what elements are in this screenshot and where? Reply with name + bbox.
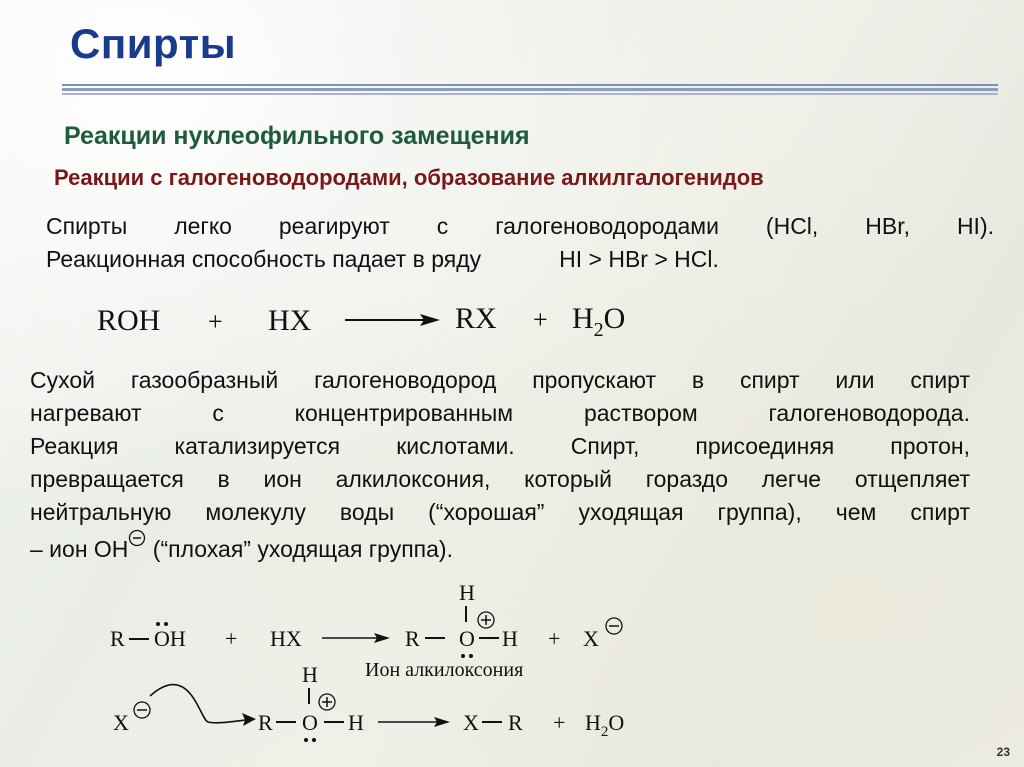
positive-charge-icon	[319, 694, 335, 710]
intro-paragraph	[46, 210, 994, 276]
step2-o: O	[302, 710, 318, 735]
step1-r2: R	[405, 626, 420, 651]
page-number: 23	[996, 745, 1010, 759]
section-heading: Реакции нуклеофильного замещения	[64, 122, 530, 150]
step2-r: R	[258, 710, 273, 735]
description-line: нагревают с концентрированным раствором галогеноводорода.	[30, 400, 970, 426]
negative-charge-icon	[128, 529, 146, 547]
step2-h-right: H	[348, 710, 364, 735]
eq-plus-1: +	[208, 307, 223, 336]
intro-line-2-text: Реакционная способность падает в ряду	[46, 246, 482, 272]
negative-charge-icon	[606, 618, 622, 634]
description-last-line: – ион OH (“плохая” уходящая группа).	[30, 529, 970, 566]
negative-charge-icon	[134, 702, 150, 718]
eq-reactant-roh: ROH	[97, 304, 161, 337]
title-divider	[62, 84, 998, 97]
slide-title: Спирты	[70, 20, 237, 67]
step2-h-top: H	[302, 662, 318, 687]
oxonium-ion-caption: Ион алкилоксония	[365, 659, 524, 680]
step2-x: X	[113, 710, 129, 735]
step2-water: $H_2O$	[585, 710, 625, 740]
reactivity-series: HI > HBr > HCl.	[559, 246, 719, 272]
general-reaction-equation	[0, 290, 700, 350]
step1-plus: +	[225, 626, 238, 651]
eq-product-water: $H_2O$	[572, 302, 626, 341]
step2-plus: +	[553, 710, 566, 735]
eq-reactant-hx: HX	[268, 304, 312, 337]
step1-h-right: H	[502, 626, 518, 651]
step1-plus-2: +	[548, 626, 561, 651]
step2-r-product: R	[508, 710, 523, 735]
reaction-arrow-icon	[345, 314, 440, 326]
sub-heading: Реакции с галогеноводородами, образование алкилгалогенидов	[54, 165, 764, 190]
step1-o: O	[459, 626, 475, 651]
intro-line-1: Спирты легко реагируют с галогеноводородами (HCl, HBr, HI).	[46, 213, 994, 239]
mechanism-step-2	[0, 660, 700, 760]
curved-arrow-icon	[150, 685, 256, 726]
description-line: нейтральную молекулу воды (“хорошая” уходящая группа), чем спирт	[30, 499, 970, 525]
step2-x-product: X	[463, 710, 479, 735]
description-line: превращается в ион алкилоксония, который гораздо легче отщепляет	[30, 466, 970, 492]
step1-oh: OH	[154, 626, 186, 651]
intro-line-2	[46, 243, 994, 276]
step1-x: X	[583, 626, 599, 651]
eq-product-rx: RX	[455, 302, 497, 335]
eq-plus-2: +	[533, 305, 548, 334]
step1-h-top: H	[459, 580, 475, 605]
reaction-arrow-icon	[322, 633, 390, 643]
step1-r: R	[110, 626, 125, 651]
description-line: Реакция катализируется кислотами. Спирт, присоединяя протон,	[30, 433, 970, 459]
description-paragraph	[30, 364, 970, 566]
reaction-arrow-icon	[378, 717, 450, 727]
step1-hx: HX	[270, 626, 302, 651]
positive-charge-icon	[478, 612, 494, 628]
description-line: Сухой газообразный галогеноводород пропускают в спирт или спирт	[30, 367, 970, 393]
